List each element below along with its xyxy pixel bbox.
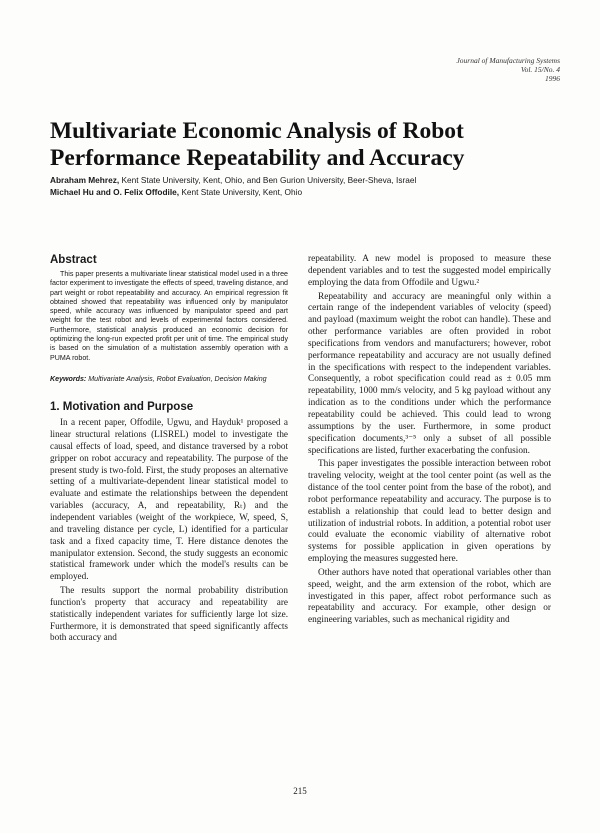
author-line xyxy=(50,174,570,186)
author-names: Michael Hu and O. Felix Offodile, xyxy=(50,187,180,197)
journal-year: 1996 xyxy=(545,74,560,83)
keywords xyxy=(50,375,288,384)
author-line xyxy=(50,186,570,198)
body-paragraph: Repeatability and accuracy are meaningful only within a certain range of the independent variables of velocity (speed) and payload (maximum weight the robot can handle). These and other performance variables are often provided in robot specifications from vendors and manufacturers; however, robot performance repeatability and accuracy are not usually defined in the specifications with respect to the independent variables. Consequently, a robot specification could read as ± 0.05 mm repeatability, 1000 mm/s velocity, and 5 kg payload without any indication as to the conditions under which the performance repeatability could be achieved. This could lead to wrong assumptions by the user. Furthermore, in some product specification documents,³⁻⁵ only a subset of all possible specifications are listed, further exacerbating the confusion. xyxy=(308,291,551,456)
journal-header xyxy=(380,56,560,83)
section-heading: 1. Motivation and Purpose xyxy=(50,401,194,414)
abstract-text: This paper presents a multivariate linear statistical model used in a three factor experiment to investigate the effects of speed, traveling distance, and part weight or robot repeatability and accuracy. An empirical regression fit obtained showed that repeatability was influenced only by manipulator speed, while accuracy was influenced by manipulator speed and part weight for the test robot and levels of experimental factors considered. Furthermore, statistical analysis produced an economic decision for optimizing the long-run expected profit per unit of time. The empirical study is based on the simulation of a multistation assembly operation with a PUMA robot. xyxy=(50,270,288,362)
author-affiliation: Kent State University, Kent, Ohio xyxy=(179,187,303,197)
author-block xyxy=(50,174,570,198)
keywords-text: Multivariate Analysis, Robot Evaluation, Decision Making xyxy=(86,374,267,383)
paper-title: Multivariate Economic Analysis of Robot Performance Repeatability and Accuracy xyxy=(50,118,465,171)
body-paragraph: repeatability. A new model is proposed to measure these dependent variables and to test the suggested model empirically employing the data from Offodile and Ugwu.² xyxy=(308,254,551,288)
body-paragraph: In a recent paper, Offodile, Ugwu, and Hayduk¹ proposed a linear structural relations (LISREL) model to investigate the causal effects of load, speed, and distance traversed by a robot gripper on robot accuracy and repeatability. The purpose of the present study is two-fold. First, the study proposes an alternative setting of a multivariate-dependent linear statistical model to evaluate and estimate the relationships between the dependent variables (accuracy, A, and repeatability, Rₜ) and the independent variables (weight of the workpiece, W, speed, S, and traveling distance per cycle, L) identified for a particular task and a fixed capacity time, T. Here distance denotes the manipulator extension. Second, the study suggests an economic statistical framework under which the model's results can be employed. xyxy=(50,417,288,582)
keywords-label: Keywords: xyxy=(50,374,87,383)
body-paragraph: Other authors have noted that operational variables other than speed, weight, and the arm extension of the robot, which are investigated in this paper, affect robot performance such as repeatability and accuracy. For example, other design or engineering variables, such as mechanical rigidity and xyxy=(308,567,551,626)
author-affiliation: Kent State University, Kent, Ohio, and Ben Gurion University, Beer-Sheva, Israel xyxy=(119,175,417,185)
journal-volume: Vol. 15/No. 4 xyxy=(520,65,560,74)
left-column xyxy=(50,254,288,644)
body-paragraph: The results support the normal probability distribution function's property that accuracy and repeatability are statistically independent variates for sufficiently large lot size. Furthermore, it is demonstrated that speed significantly affects both accuracy and xyxy=(50,585,288,643)
journal-name: Journal of Manufacturing Systems xyxy=(456,56,560,65)
right-column xyxy=(308,254,551,627)
page-number: 215 xyxy=(293,786,307,796)
abstract-heading: Abstract xyxy=(50,254,97,266)
author-names: Abraham Mehrez, xyxy=(50,175,120,185)
body-paragraph: This paper investigates the possible interaction between robot traveling velocity, weight at the tool center point (as well as the distance of the tool center point from the base of the robot), and robot performance repeatability and accuracy. The purpose is to establish a relationship that could lead to better design and utilization of industrial robots. In addition, a potential robot user could evaluate the economic viability of alternative robot systems for possible application in given operations by employing the measures suggested here. xyxy=(308,459,551,565)
